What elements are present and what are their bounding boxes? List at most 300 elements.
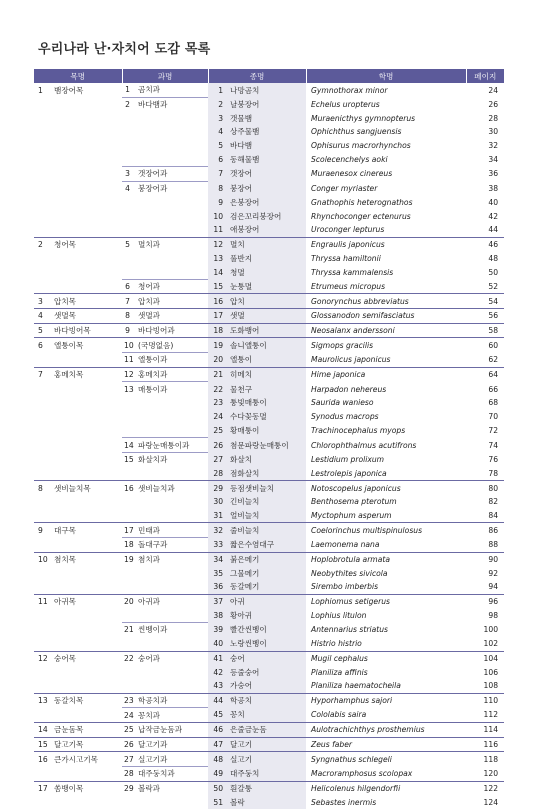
- page-number: 92: [488, 568, 499, 578]
- scientific-name: Myctophum asperum: [311, 510, 392, 520]
- page-number: 26: [488, 99, 499, 109]
- family-name: [136, 251, 208, 265]
- species-number: 40: [208, 637, 228, 651]
- order-name: 샛비늘치목: [52, 481, 122, 495]
- family-name: 첨치과: [136, 552, 208, 566]
- order-name: 뱀장어목: [54, 85, 84, 95]
- order-name: [52, 452, 122, 466]
- scientific-name: Trachinocephalus myops: [311, 426, 406, 436]
- table-row: [34, 523, 504, 538]
- family-number: [122, 209, 136, 223]
- scientific-name: Rhynchoconger ectenurus: [311, 211, 411, 221]
- table-row: [34, 410, 504, 424]
- species-number: 48: [208, 752, 228, 767]
- page-number: 116: [466, 737, 504, 752]
- order-number: [34, 396, 52, 410]
- page-number: 70: [488, 412, 499, 422]
- page-title: 우리나라 난·자치어 도감 목록: [38, 42, 211, 57]
- family-name: [136, 152, 208, 166]
- species-korean-name: 등줄숭어: [228, 665, 306, 679]
- table-row: [34, 752, 504, 767]
- species-number: 29: [208, 481, 228, 495]
- family-number: 14: [122, 438, 136, 453]
- scientific-name: Hime japonica: [306, 367, 466, 382]
- family-name: 샛비늘치과: [136, 481, 208, 495]
- table-row: [34, 367, 504, 382]
- species-number: 8: [208, 181, 228, 195]
- order-number: 4: [34, 309, 52, 324]
- order-number: [34, 97, 52, 111]
- family-number: 24: [122, 708, 136, 723]
- table-row: [34, 396, 504, 410]
- family-name: [136, 223, 208, 237]
- header-family: 과명: [122, 69, 208, 83]
- order-number: 1: [38, 85, 43, 95]
- page-number: 120: [483, 769, 499, 779]
- species-korean-name: 갯장어: [228, 167, 306, 182]
- page-number: 48: [488, 253, 499, 263]
- page-number: 62: [488, 355, 499, 365]
- order-name: [52, 209, 122, 223]
- family-number: 2: [122, 97, 136, 111]
- species-number: 37: [208, 594, 228, 608]
- family-name: 파랑눈매퉁이과: [136, 438, 208, 453]
- page-number: 68: [488, 398, 499, 408]
- family-number: [122, 410, 136, 424]
- species-number: 47: [208, 737, 228, 752]
- species-korean-name: 짧은수염대구: [228, 538, 306, 553]
- family-number: [122, 152, 136, 166]
- table-row: [34, 538, 504, 553]
- family-number: [122, 467, 136, 481]
- family-name: 숭어과: [136, 651, 208, 665]
- species-number: 9: [208, 196, 228, 210]
- family-name: 멸치과: [136, 237, 208, 251]
- order-name: [52, 223, 122, 237]
- order-name: [52, 353, 122, 368]
- order-name: [52, 152, 122, 166]
- page-number: 108: [483, 681, 499, 691]
- order-number: [34, 196, 52, 210]
- table-row: [34, 265, 504, 279]
- family-name: 실고기과: [136, 752, 208, 767]
- family-name: 대주둥치과: [136, 767, 208, 782]
- scientific-name: Gymnothorax minor: [311, 85, 388, 95]
- table-header-row: [34, 69, 504, 83]
- family-number: [122, 608, 136, 622]
- order-number: 8: [34, 481, 52, 495]
- table-row: [34, 594, 504, 608]
- scientific-name: Lestrolepis japonica: [311, 468, 387, 478]
- scientific-name: Macroramphosus scolopax: [311, 769, 413, 779]
- order-name: [52, 467, 122, 481]
- order-name: [52, 410, 122, 424]
- family-name: [136, 424, 208, 438]
- family-number: 12: [122, 367, 136, 382]
- order-number: 15: [34, 737, 52, 752]
- table-row: [34, 781, 504, 795]
- species-korean-name: 물천구: [228, 382, 306, 396]
- order-name: 첨치목: [52, 552, 122, 566]
- order-name: [52, 538, 122, 553]
- scientific-name: Mugil cephalus: [306, 651, 466, 665]
- table-row: [34, 83, 504, 97]
- species-number: 14: [208, 265, 228, 279]
- order-number: 17: [34, 781, 52, 795]
- table-row: [34, 167, 504, 182]
- page-number: 104: [466, 651, 504, 665]
- species-korean-name: 달고기: [228, 737, 306, 752]
- page-number: 122: [466, 781, 504, 795]
- family-name: 민태과: [136, 523, 208, 538]
- species-number: 27: [208, 452, 228, 466]
- page-number: 50: [488, 267, 499, 277]
- order-name: [52, 623, 122, 637]
- scientific-name: Neobythites sivicola: [311, 568, 388, 578]
- table-row: [34, 209, 504, 223]
- family-number: 10: [122, 338, 136, 353]
- species-number: 7: [208, 167, 228, 182]
- order-number: [34, 125, 52, 139]
- species-korean-name: 실고기: [228, 752, 306, 767]
- species-korean-name: 꽁치: [228, 708, 306, 723]
- species-number: 10: [208, 209, 228, 223]
- order-number: [34, 167, 52, 182]
- family-number: [122, 580, 136, 594]
- species-number: 16: [208, 294, 228, 309]
- family-number: [122, 665, 136, 679]
- species-number: 17: [208, 309, 228, 324]
- page-number: 110: [466, 693, 504, 708]
- table-row: [34, 509, 504, 523]
- species-number: 45: [208, 708, 228, 723]
- family-name: [136, 795, 208, 809]
- species-number: 28: [208, 467, 228, 481]
- order-number: [34, 538, 52, 553]
- family-number: 3: [122, 167, 136, 182]
- order-number: 9: [34, 523, 52, 538]
- page-number: 90: [466, 552, 504, 566]
- scientific-name: Ophisurus macrorhynchos: [311, 141, 411, 151]
- family-number: [122, 509, 136, 523]
- page-number: 46: [466, 237, 504, 251]
- page-number: 40: [488, 197, 499, 207]
- table-row: [34, 181, 504, 195]
- order-name: [52, 111, 122, 125]
- scientific-name: Helicolenus hilgendorfii: [306, 781, 466, 795]
- species-korean-name: 황아귀: [228, 608, 306, 622]
- scientific-name: Notoscopelus japonicus: [306, 481, 466, 495]
- order-number: [34, 279, 52, 294]
- species-korean-name: 대주둥치: [228, 767, 306, 782]
- family-name: [136, 209, 208, 223]
- species-number: 12: [208, 237, 228, 251]
- order-name: [52, 139, 122, 153]
- family-number: 16: [122, 481, 136, 495]
- family-name: 아귀과: [136, 594, 208, 608]
- order-number: 2: [34, 237, 52, 251]
- order-number: [34, 223, 52, 237]
- header-species: 종명: [208, 69, 306, 83]
- species-korean-name: 동해물뱀: [228, 152, 306, 166]
- family-number: 9: [122, 323, 136, 338]
- order-name: [52, 251, 122, 265]
- order-number: [34, 665, 52, 679]
- table-row: [34, 309, 504, 324]
- table-row: [34, 795, 504, 809]
- scientific-name: Benthosema pterotum: [311, 497, 397, 507]
- order-number: [34, 265, 52, 279]
- order-number: [34, 424, 52, 438]
- scientific-name: Neosalanx anderssoni: [306, 323, 466, 338]
- species-number: 23: [208, 396, 228, 410]
- table-row: [34, 196, 504, 210]
- order-name: [52, 637, 122, 651]
- family-number: 22: [122, 651, 136, 665]
- table-row: [34, 338, 504, 353]
- species-number: 5: [208, 139, 228, 153]
- page-number: 60: [466, 338, 504, 353]
- page-number: 34: [488, 155, 499, 165]
- scientific-name: Cololabis saira: [311, 710, 367, 720]
- order-number: 5: [34, 323, 52, 338]
- family-name: 납작금눈돔과: [136, 722, 208, 737]
- species-korean-name: 점화살치: [228, 467, 306, 481]
- family-number: [122, 139, 136, 153]
- species-korean-name: 황매퉁이: [228, 424, 306, 438]
- species-korean-name: 퉁빛매퉁이: [228, 396, 306, 410]
- species-number: 21: [208, 367, 228, 382]
- table-row: [34, 353, 504, 368]
- scientific-name: Lophius litulon: [311, 611, 367, 621]
- table-row: [34, 767, 504, 782]
- page-number: 30: [488, 127, 499, 137]
- scientific-name: Hyporhamphus sajori: [306, 693, 466, 708]
- page-number: 66: [488, 384, 499, 394]
- page-number: 100: [483, 625, 499, 635]
- family-name: 바다뱀과: [136, 97, 208, 111]
- order-name: [52, 424, 122, 438]
- order-number: [34, 708, 52, 723]
- header-page: 페이지: [466, 69, 504, 83]
- family-name: 붕장어과: [136, 181, 208, 195]
- species-korean-name: 압치: [228, 294, 306, 309]
- family-number: 6: [122, 279, 136, 294]
- order-name: [52, 279, 122, 294]
- order-name: [52, 495, 122, 509]
- order-number: [34, 111, 52, 125]
- family-number: 21: [122, 623, 136, 637]
- species-korean-name: 청멸: [228, 265, 306, 279]
- species-korean-name: 샛멸: [228, 309, 306, 324]
- species-korean-name: 얼비늘치: [228, 509, 306, 523]
- order-number: [34, 566, 52, 580]
- page-number: 102: [483, 639, 499, 649]
- species-korean-name: 애붕장어: [228, 223, 306, 237]
- family-number: [122, 424, 136, 438]
- species-number: 4: [208, 125, 228, 139]
- table-row: [34, 111, 504, 125]
- family-name: [136, 139, 208, 153]
- page-number: 94: [488, 582, 499, 592]
- table-row: [34, 580, 504, 594]
- family-name: [136, 196, 208, 210]
- order-number: [34, 509, 52, 523]
- order-number: [34, 181, 52, 195]
- species-number: 35: [208, 566, 228, 580]
- order-number: 10: [34, 552, 52, 566]
- family-number: 4: [122, 181, 136, 195]
- scientific-name: Harpadon nehereus: [311, 384, 387, 394]
- family-name: [136, 467, 208, 481]
- family-number: 1: [125, 85, 131, 95]
- table-row: [34, 251, 504, 265]
- species-number: 46: [208, 722, 228, 737]
- table-row: [34, 452, 504, 466]
- species-korean-name: 아귀: [228, 594, 306, 608]
- species-korean-name: 첨문파랑눈매퉁이: [228, 438, 306, 453]
- page-number: 32: [488, 141, 499, 151]
- family-number: [122, 495, 136, 509]
- species-number: 51: [208, 795, 228, 809]
- scientific-name: Engraulis japonicus: [306, 237, 466, 251]
- scientific-name: Synodus macrops: [311, 412, 379, 422]
- species-number: 6: [208, 152, 228, 166]
- species-number: 15: [208, 279, 228, 294]
- order-name: [52, 566, 122, 580]
- scientific-name: Conger myriaster: [311, 183, 378, 193]
- scientific-name: Planiliza haematocheila: [311, 681, 401, 691]
- page-number: 112: [483, 710, 499, 720]
- order-number: [34, 251, 52, 265]
- order-number: [34, 452, 52, 466]
- scientific-name: Echelus uropterus: [311, 99, 380, 109]
- family-name: 홍메치과: [136, 367, 208, 382]
- page-number: 88: [488, 540, 499, 550]
- family-name: 청어과: [136, 279, 208, 294]
- scientific-name: Saurida wanieso: [311, 398, 374, 408]
- order-number: 3: [34, 294, 52, 309]
- table-row: [34, 552, 504, 566]
- order-name: [52, 665, 122, 679]
- family-name: 곰치과: [138, 85, 161, 95]
- page-number: 74: [488, 440, 499, 450]
- order-number: 11: [34, 594, 52, 608]
- order-name: [52, 767, 122, 782]
- table-row: [34, 424, 504, 438]
- order-name: [52, 196, 122, 210]
- order-name: 동갈치목: [52, 693, 122, 708]
- order-name: 압치목: [52, 294, 122, 309]
- family-name: 바다빙어과: [136, 323, 208, 338]
- page-number: 52: [488, 281, 499, 291]
- family-name: 돌대구과: [136, 538, 208, 553]
- scientific-name: Thryssa hamiltonii: [311, 253, 381, 263]
- order-name: [52, 795, 122, 809]
- family-number: 15: [122, 452, 136, 466]
- species-number: 32: [208, 523, 228, 538]
- scientific-name: Thryssa kammalensis: [311, 267, 394, 277]
- species-number: 36: [208, 580, 228, 594]
- order-number: 14: [34, 722, 52, 737]
- species-korean-name: 은붕장어: [228, 196, 306, 210]
- order-name: 달고기목: [52, 737, 122, 752]
- scientific-name: Sigmops gracilis: [306, 338, 466, 353]
- order-name: 숭어목: [52, 651, 122, 665]
- order-name: 홍메치목: [52, 367, 122, 382]
- table-row: [34, 623, 504, 637]
- scientific-name: Antennarius striatus: [311, 625, 388, 635]
- table-row: [34, 97, 504, 111]
- species-korean-name: 멸치: [228, 237, 306, 251]
- species-number: 43: [208, 679, 228, 693]
- table-row: [34, 294, 504, 309]
- family-number: 25: [122, 722, 136, 737]
- family-name: 압치과: [136, 294, 208, 309]
- family-number: [122, 637, 136, 651]
- order-number: [34, 795, 52, 809]
- species-korean-name: 긴비늘치: [228, 495, 306, 509]
- order-number: 13: [34, 693, 52, 708]
- species-korean-name: 붉은메기: [228, 552, 306, 566]
- page-number: 106: [483, 667, 499, 677]
- table-row: [34, 152, 504, 166]
- order-number: 7: [34, 367, 52, 382]
- page-number: 36: [488, 169, 499, 179]
- species-korean-name: 바다뱀: [228, 139, 306, 153]
- species-number: 1: [208, 83, 228, 97]
- family-number: 20: [122, 594, 136, 608]
- scientific-name: Laemonema nana: [311, 540, 380, 550]
- order-name: 대구목: [52, 523, 122, 538]
- family-number: [122, 111, 136, 125]
- family-name: 갯장어과: [136, 167, 208, 182]
- order-name: [52, 97, 122, 111]
- family-number: 18: [122, 538, 136, 553]
- order-name: 쏨뱅이목: [52, 781, 122, 795]
- species-korean-name: 도화뱅어: [228, 323, 306, 338]
- species-korean-name: 풀반지: [228, 251, 306, 265]
- order-name: 금눈돔목: [52, 722, 122, 737]
- family-name: 꽁치과: [136, 708, 208, 723]
- table-row: [34, 481, 504, 495]
- order-number: [34, 438, 52, 453]
- order-number: [34, 410, 52, 424]
- order-number: [34, 679, 52, 693]
- page-number: 124: [483, 797, 499, 807]
- order-number: [34, 467, 52, 481]
- scientific-name: Muraenicthys gymnopterus: [311, 113, 416, 123]
- page-number: 28: [488, 113, 499, 123]
- species-number: 25: [208, 424, 228, 438]
- family-number: 13: [122, 382, 136, 396]
- species-number: 44: [208, 693, 228, 708]
- scientific-name: Gnathophis heterognathos: [311, 197, 413, 207]
- table-row: [34, 665, 504, 679]
- species-korean-name: 앨퉁이: [228, 353, 306, 368]
- species-korean-name: 빨간씬벵이: [228, 623, 306, 637]
- family-number: [122, 396, 136, 410]
- order-number: [34, 580, 52, 594]
- order-name: [52, 396, 122, 410]
- order-number: [34, 353, 52, 368]
- scientific-name: Sirembo imberbis: [311, 582, 379, 592]
- family-name: [136, 509, 208, 523]
- species-number: 50: [208, 781, 228, 795]
- order-number: [34, 152, 52, 166]
- page-number: 64: [466, 367, 504, 382]
- scientific-name: Syngnathus schlegeli: [306, 752, 466, 767]
